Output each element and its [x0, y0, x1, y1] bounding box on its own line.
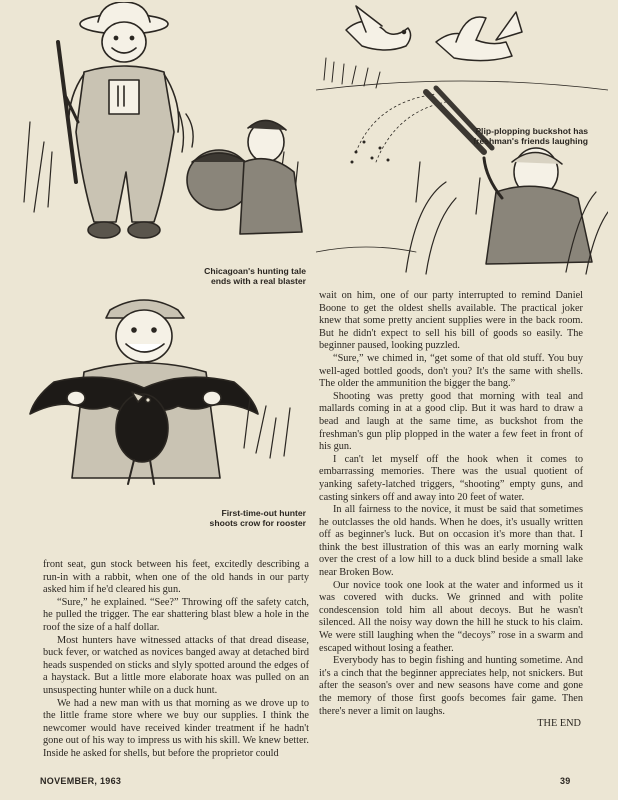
paragraph: front seat, gun stock between his feet, excitedly describing a run-in with a rabbit, when one of the old hands in our party asked him if he'd cleared his gun. — [43, 559, 309, 596]
caption-crow: First-time-out hunter shoots crow for rooster — [209, 508, 306, 528]
paragraph: I can't let myself off the hook when it comes to embarrassing memories. There was the usual quotient of yanking safety-latched triggers, “shooting” empty guns, and casting sinkers off and away into 20 feet of water. — [319, 453, 583, 503]
paragraph: Everybody has to begin fishing and hunting sometime. And it's a cinch that the beginner appreciates help, not snickers. But after the season's over and new seasons have come and gone the memory of those first goofs becomes fair game. Then there's never a limit on laughs. — [319, 655, 583, 717]
left-column — [43, 559, 309, 761]
paragraph: “Sure,” he explained. “See?” Throwing off the safety catch, he pulled the trigger. The ear shattering blast blew a hole in the roof the size of a half dollar. — [43, 596, 309, 633]
paragraph: In all fairness to the novice, it must be said that sometimes he outclasses the old hands. When he does, it's usually written off as beginner's luck. But on occasion it's more than that. I think the best illustration of this was an early morning walk over the crest of a low hill to a duck blind beside a small lake near Broken Bow. — [319, 504, 583, 579]
footer-issue-date: NOVEMBER, 1963 — [40, 776, 122, 786]
paragraph: Our novice took one look at the water and informed us it was covered with ducks. We grinned and with polite condescension told him all about decoys. But he wasn't silenced. All the noisy way down the hill he stuck to his claim. We were still laughing when the “decoys” rose in a swarm and escaped without losing a feather. — [319, 579, 583, 654]
paragraph: “Sure,” we chimed in, “get some of that old stuff. You buy well-aged bottled goods, don't you? It's the same with shells. The older the ammunition the bigger the bang.” — [319, 352, 583, 390]
chicagoan-hunter-illustration — [14, 2, 310, 264]
caption-chicagoan: Chicagoan's hunting tale ends with a real blaster — [204, 266, 306, 286]
paragraph: wait on him, one of our party interrupted to remind Daniel Boone to get the oldest shells available. The practical joker knew that some pretty ancient supplies were in the back room. But he didn't expect to sell his bill of goods so easily. The beginner paused, looking puzzled. — [319, 290, 583, 352]
paragraph: Shooting was pretty good that morning with teal and mallards coming in at a good clip. But it was hard to draw a bead and laugh at the same time, as buckshot from the freshman's gun plip plopped in the water a few feet in front of his gun. — [319, 390, 583, 453]
crow-hunter-illustration — [14, 288, 310, 500]
right-column — [319, 290, 583, 731]
the-end-marker: THE END — [537, 718, 581, 730]
caption-buckshot: Plip-plopping buckshot has freshman's friends laughing — [473, 126, 588, 146]
footer-page-number: 39 — [560, 776, 571, 786]
paragraph: Most hunters have witnessed attacks of that dread disease, buck fever, or watched as novices banged away at detached bird heads suspended on sticks and slyly spotted around the edges of a haystack. But a little more elaborate hoax was pulled on an unsuspecting hunter while on a duck hunt. — [43, 634, 309, 696]
paragraph: We had a new man with us that morning as we drove up to the little frame store where we buy our supplies. I think the newcomer would have received kinder treatment if he hadn't gone out of his way to impress us with his skill. We knew better. Inside he asked for shells, but before the proprietor could — [43, 697, 309, 759]
